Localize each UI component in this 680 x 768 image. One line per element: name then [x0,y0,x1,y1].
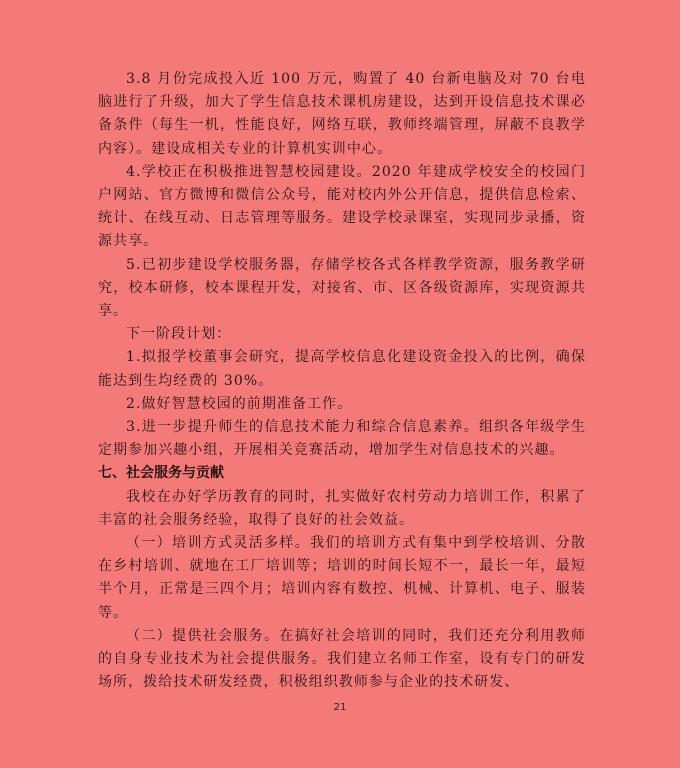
next-plan-title: 下一阶段计划： [126,326,232,343]
plan-item-2: 2.做好智慧校园的前期准备工作。 [126,395,353,412]
plan-item-3: 3.进一步提升师生的信息技术能力和综合信息素养。组织各年级学生定期参加兴趣小组，开展相关竞赛活动，增加学生对信息技术的兴趣。 [98,419,586,459]
paragraph-school-server: 5.已初步建设学校服务器，存储学校各式各样教学资源，服务教学研究，校本研修，校本课程开发，对接省、市、区各级资源库，实现资源共享。 [98,256,586,320]
paragraph-computer-purchase: 3.8 月份完成投入近 100 万元，购置了 40 台新电脑及对 70 台电脑进行了升级，加大了学生信息技术课机房建设，达到开设信息技术课必备条件（每生一机，性能良好，网络互联，教师终端管理，屏蔽不良教学内容）。建设成相关专业的计算机实训中心。 [98,71,586,157]
page-content [98,68,586,694]
section-intro: 我校在办好学历教育的同时，扎实做好农村劳动力培训工作，积累了丰富的社会服务经验，取得了良好的社会效益。 [98,488,586,528]
paragraph-smart-campus: 4.学校正在积极推进智慧校园建设。2020 年建成学校安全的校园门户网站、官方微博和微信公众号，能对校内外公开信息，提供信息检索、统计、在线互动、日志管理等服务。建设学校录课室，实现同步录播，资源共享。 [98,163,586,250]
plan-item-1: 1.拟报学校董事会研究，提高学校信息化建设资金投入的比例，确保能达到生均经费的 30%。 [98,349,586,389]
section-item-2: （二）提供社会服务。在搞好社会培训的同时，我们还充分利用教师的自身专业技术为社会提供服务。我们建立名师工作室，设有专门的研发场所，拨给技术研发经费，积极组织教师参与企业的技术研发、 [98,627,586,691]
section-heading: 七、社会服务与贡献 [98,465,224,482]
page-number: 21 [333,702,347,713]
section-item-1: （一）培训方式灵活多样。我们的培训方式有集中到学校培训、分散在乡村培训、就地在工厂培训等；培训的时间长短不一，最长一年，最短半个月，正常是三四个月；培训内容有数控、机械、计算机、电子、服装等。 [98,535,586,621]
